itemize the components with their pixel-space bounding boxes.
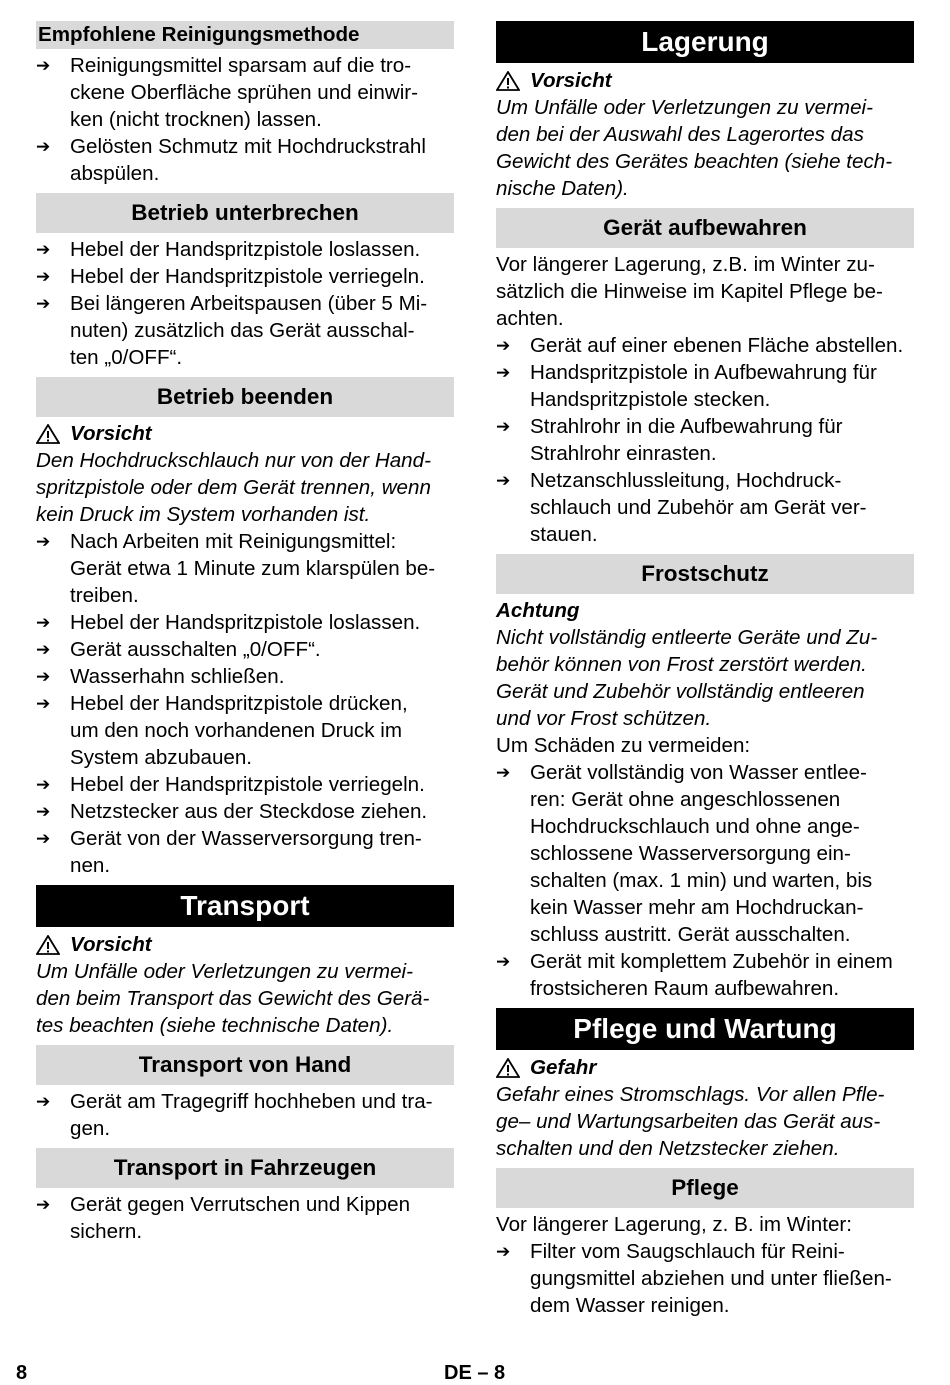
intro-text <box>496 732 914 759</box>
bullet-list <box>36 528 454 879</box>
list-item-text <box>70 263 454 290</box>
right-arrow-icon: ➔ <box>36 267 51 286</box>
text-line: Handspritzpistole in Aufbewahrung für <box>530 361 877 384</box>
warning-text <box>496 94 914 202</box>
text-line: ken (nicht trocknen) lassen. <box>70 108 322 131</box>
intro-text <box>496 251 914 332</box>
section-heading: Betrieb beenden <box>36 377 454 417</box>
right-arrow-icon: ➔ <box>496 336 511 355</box>
list-item-text <box>70 236 454 263</box>
list-item <box>496 1238 914 1319</box>
text-line: nische Daten). <box>496 177 629 200</box>
section-heading: Transport in Fahrzeugen <box>36 1148 454 1188</box>
warning-text <box>36 958 454 1039</box>
warning-label: Vorsicht <box>530 69 612 92</box>
section-heading: Transport von Hand <box>36 1045 454 1085</box>
text-line: System abzubauen. <box>70 746 253 769</box>
warning-label: Vorsicht <box>70 933 152 956</box>
list-item-text <box>70 771 454 798</box>
right-arrow-icon: ➔ <box>496 952 511 971</box>
text-line: Vor längerer Lagerung, z.B. im Winter zu- <box>496 253 875 276</box>
warning-title <box>496 67 914 94</box>
text-line: schalten (max. 1 min) und warten, bis <box>530 869 873 892</box>
text-line: den beim Transport das Gewicht des Gerä- <box>36 987 430 1010</box>
section-heading: Empfohlene Reinigungsmethode <box>36 21 454 49</box>
warning-triangle-icon <box>496 1058 520 1078</box>
text-line: Gelösten Schmutz mit Hochdruckstrahl <box>70 135 426 158</box>
list-item <box>36 52 454 133</box>
text-line: Hebel der Handspritzpistole loslassen. <box>70 611 421 634</box>
list-item-text <box>530 467 914 548</box>
list-item-text <box>530 413 914 467</box>
text-line: Hebel der Handspritzpistole verriegeln. <box>70 773 425 796</box>
list-item <box>496 413 914 467</box>
text-line: Handspritzpistole stecken. <box>530 388 771 411</box>
text-line: sätzlich die Hinweise im Kapitel Pflege be- <box>496 280 883 303</box>
warning-triangle-icon <box>36 935 60 955</box>
warning-text <box>36 447 454 528</box>
text-line: Vor längerer Lagerung, z. B. im Winter: <box>496 1213 852 1236</box>
list-item <box>36 263 454 290</box>
text-line: Hebel der Handspritzpistole drücken, <box>70 692 408 715</box>
right-arrow-icon: ➔ <box>36 694 51 713</box>
text-line: achten. <box>496 307 564 330</box>
warning-title <box>496 1054 914 1081</box>
text-line: Strahlrohr in die Aufbewahrung für <box>530 415 843 438</box>
text-line: Um Unfälle oder Verletzungen zu vermei- <box>36 960 413 983</box>
text-line: spritzpistole oder dem Gerät trennen, wenn <box>36 476 431 499</box>
chapter-heading: Pflege und Wartung <box>496 1008 914 1050</box>
list-item <box>496 948 914 1002</box>
warning-title <box>36 420 454 447</box>
text-line: ten „0/OFF“. <box>70 346 183 369</box>
warning-text <box>496 1081 914 1162</box>
chapter-heading: Transport <box>36 885 454 927</box>
list-item <box>36 771 454 798</box>
list-item-text <box>530 1238 914 1319</box>
text-line: Den Hochdruckschlauch nur von der Hand- <box>36 449 431 472</box>
text-line: Hebel der Handspritzpistole loslassen. <box>70 238 421 261</box>
text-line: Hochdruckschlauch und ohne ange- <box>530 815 860 838</box>
text-line: Gerät und Zubehör vollständig entleeren <box>496 680 865 703</box>
list-item-text <box>70 636 454 663</box>
list-item-text <box>70 690 454 771</box>
page-number: 8 <box>16 1362 28 1384</box>
list-item-text <box>70 528 454 609</box>
list-item-text <box>70 1088 454 1142</box>
list-item <box>36 609 454 636</box>
right-arrow-icon: ➔ <box>496 763 511 782</box>
list-item-text <box>530 948 914 1002</box>
text-line: ren: Gerät ohne angeschlossenen <box>530 788 841 811</box>
bullet-list <box>496 759 914 1002</box>
page-label: DE – 8 <box>444 1362 506 1384</box>
text-line: ckene Oberfläche sprühen und einwir- <box>70 81 419 104</box>
warning-title <box>36 931 454 958</box>
list-item <box>36 1191 454 1245</box>
text-line: schalten und den Netzstecker ziehen. <box>496 1137 840 1160</box>
warning-label: Vorsicht <box>70 422 152 445</box>
text-line: abspülen. <box>70 162 160 185</box>
list-item <box>496 332 914 359</box>
right-arrow-icon: ➔ <box>496 417 511 436</box>
right-arrow-icon: ➔ <box>36 240 51 259</box>
text-line: Gerät mit komplettem Zubehör in einem <box>530 950 893 973</box>
text-line: treiben. <box>70 584 139 607</box>
text-line: Nicht vollständig entleerte Geräte und Zu- <box>496 626 878 649</box>
right-arrow-icon: ➔ <box>36 137 51 156</box>
list-item-text <box>70 52 454 133</box>
list-item <box>36 663 454 690</box>
right-arrow-icon: ➔ <box>496 471 511 490</box>
warning-text <box>496 624 914 732</box>
text-line: sichern. <box>70 1220 143 1243</box>
right-arrow-icon: ➔ <box>496 363 511 382</box>
text-line: Um Schäden zu vermeiden: <box>496 734 751 757</box>
text-line: Gerät auf einer ebenen Fläche abstellen. <box>530 334 904 357</box>
text-line: Gerät vollständig von Wasser entlee- <box>530 761 867 784</box>
text-line: nuten) zusätzlich das Gerät ausschal- <box>70 319 415 342</box>
right-arrow-icon: ➔ <box>36 829 51 848</box>
list-item <box>36 636 454 663</box>
bullet-list <box>36 1191 454 1245</box>
list-item-text <box>530 759 914 948</box>
list-item <box>496 759 914 948</box>
right-column <box>496 21 914 1319</box>
text-line: Gefahr eines Stromschlags. Vor allen Pfle- <box>496 1083 885 1106</box>
warning-label: Gefahr <box>530 1056 597 1079</box>
text-line: behör können von Frost zerstört werden. <box>496 653 867 676</box>
left-column <box>36 21 454 1245</box>
list-item <box>36 825 454 879</box>
text-line: Nach Arbeiten mit Reinigungsmittel: <box>70 530 397 553</box>
right-arrow-icon: ➔ <box>36 1092 51 1111</box>
text-line: schlauch und Zubehör am Gerät ver- <box>530 496 867 519</box>
right-arrow-icon: ➔ <box>36 667 51 686</box>
intro-text <box>496 1211 914 1238</box>
list-item-text <box>70 1191 454 1245</box>
text-line: schluss austritt. Gerät ausschalten. <box>530 923 851 946</box>
list-item-text <box>70 663 454 690</box>
list-item-text <box>70 133 454 187</box>
chapter-heading: Lagerung <box>496 21 914 63</box>
text-line: gen. <box>70 1117 111 1140</box>
text-line: um den noch vorhandenen Druck im <box>70 719 402 742</box>
bullet-list <box>496 332 914 548</box>
text-line: den bei der Auswahl des Lagerortes das <box>496 123 864 146</box>
text-line: Bei längeren Arbeitspausen (über 5 Mi- <box>70 292 428 315</box>
text-line: Strahlrohr einrasten. <box>530 442 717 465</box>
list-item-text <box>70 290 454 371</box>
right-arrow-icon: ➔ <box>36 1195 51 1214</box>
text-line: Hebel der Handspritzpistole verriegeln. <box>70 265 425 288</box>
list-item <box>36 133 454 187</box>
text-line: ge– und Wartungsarbeiten das Gerät aus- <box>496 1110 881 1133</box>
text-line: gungsmittel abziehen und unter fließen- <box>530 1267 892 1290</box>
list-item <box>496 467 914 548</box>
section-heading: Betrieb unterbrechen <box>36 193 454 233</box>
list-item-text <box>70 825 454 879</box>
text-line: Gewicht des Gerätes beachten (siehe tech- <box>496 150 893 173</box>
list-item <box>36 798 454 825</box>
bullet-list <box>36 52 454 187</box>
list-item-text <box>530 359 914 413</box>
list-item <box>36 290 454 371</box>
text-line: Gerät etwa 1 Minute zum klarspülen be- <box>70 557 436 580</box>
text-line: Reinigungsmittel sparsam auf die tro- <box>70 54 412 77</box>
text-line: Netzanschlussleitung, Hochdruck- <box>530 469 842 492</box>
text-line: Netzstecker aus der Steckdose ziehen. <box>70 800 428 823</box>
warning-title <box>496 597 914 624</box>
text-line: Gerät ausschalten „0/OFF“. <box>70 638 321 661</box>
text-line: tes beachten (siehe technische Daten). <box>36 1014 394 1037</box>
text-line: kein Wasser mehr am Hochdruckan- <box>530 896 864 919</box>
warning-triangle-icon <box>496 71 520 91</box>
text-line: Gerät am Tragegriff hochheben und tra- <box>70 1090 433 1113</box>
warning-label: Achtung <box>496 599 580 622</box>
text-line: Wasserhahn schließen. <box>70 665 285 688</box>
list-item-text <box>70 798 454 825</box>
right-arrow-icon: ➔ <box>36 56 51 75</box>
text-line: schlossene Wasserversorgung ein- <box>530 842 851 865</box>
section-heading: Frostschutz <box>496 554 914 594</box>
right-arrow-icon: ➔ <box>496 1242 511 1261</box>
text-line: frostsicheren Raum aufbewahren. <box>530 977 840 1000</box>
text-line: kein Druck im System vorhanden ist. <box>36 503 371 526</box>
text-line: Gerät gegen Verrutschen und Kippen <box>70 1193 411 1216</box>
warning-triangle-icon <box>36 424 60 444</box>
right-arrow-icon: ➔ <box>36 294 51 313</box>
text-line: Gerät von der Wasserversorgung tren- <box>70 827 422 850</box>
list-item <box>496 359 914 413</box>
right-arrow-icon: ➔ <box>36 802 51 821</box>
list-item-text <box>530 332 914 359</box>
right-arrow-icon: ➔ <box>36 613 51 632</box>
text-line: und vor Frost schützen. <box>496 707 712 730</box>
list-item <box>36 690 454 771</box>
list-item <box>36 236 454 263</box>
bullet-list <box>36 236 454 371</box>
list-item-text <box>70 609 454 636</box>
bullet-list <box>496 1238 914 1319</box>
right-arrow-icon: ➔ <box>36 640 51 659</box>
bullet-list <box>36 1088 454 1142</box>
list-item <box>36 1088 454 1142</box>
list-item <box>36 528 454 609</box>
text-line: dem Wasser reinigen. <box>530 1294 730 1317</box>
text-line: Um Unfälle oder Verletzungen zu vermei- <box>496 96 873 119</box>
section-heading: Gerät aufbewahren <box>496 208 914 248</box>
right-arrow-icon: ➔ <box>36 775 51 794</box>
right-arrow-icon: ➔ <box>36 532 51 551</box>
text-line: stauen. <box>530 523 598 546</box>
section-heading: Pflege <box>496 1168 914 1208</box>
text-line: nen. <box>70 854 111 877</box>
text-line: Filter vom Saugschlauch für Reini- <box>530 1240 845 1263</box>
